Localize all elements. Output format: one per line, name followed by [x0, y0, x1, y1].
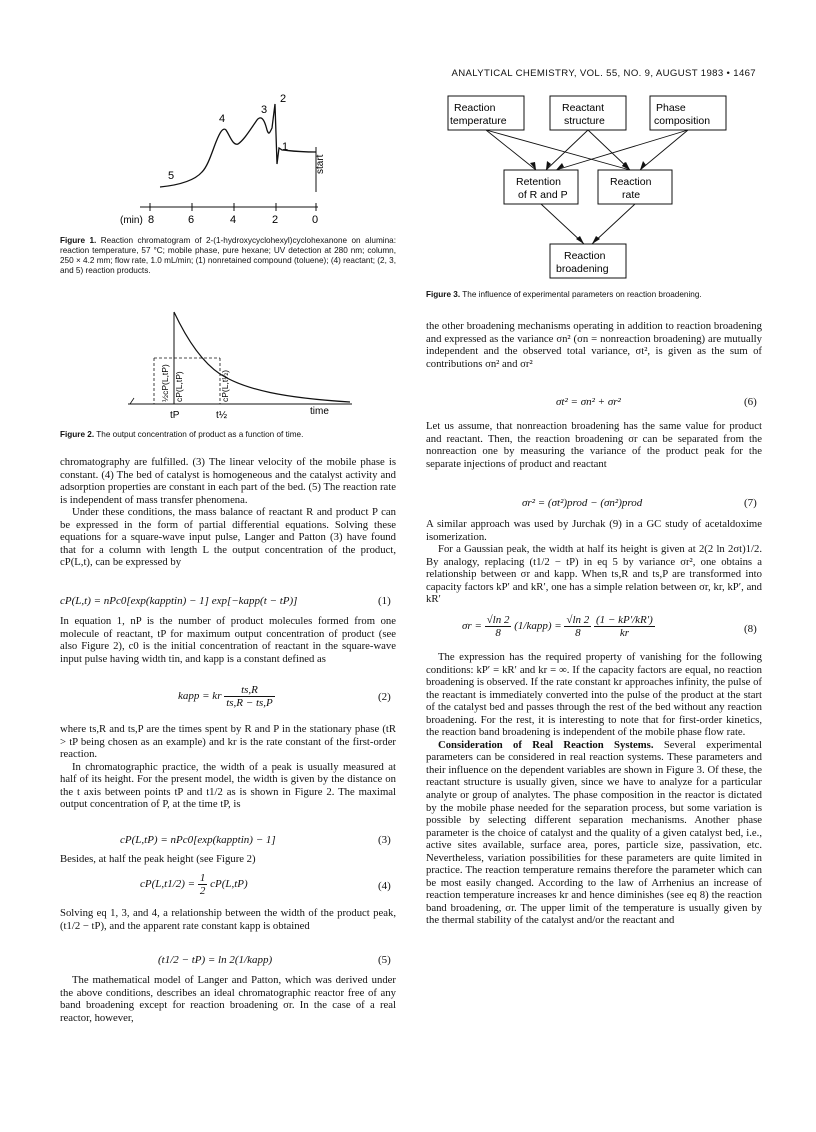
eq2-numerator: ts,R	[224, 684, 275, 697]
box3-line1: Phase	[656, 102, 686, 114]
right-paragraph-6-text: Several experimental parameters can be considered in real reaction systems. These parameters and their influence on the dependent variables are shown in Figure 3. Of these, the reactant structure is usually given, since we have to analyze for a particular analyte or group of analytes. The phase composition in the reactor is dictated by the mobile phase needed for the separation process, but some variation is possible by selecting different separation mechanisms. Another phase parameter is the choice of catalyst and the quality of a given catalyst bed, i.e., active sites available, surface area, pores, particle size, passivation, etc. Nevertheless, variation possibilities for these parameters are quite limited in practice. The reaction temperature remains therefore the parameter which can be most easily changed. According to the law of Arrhenius an increase of reaction temperature increases kr and hence diminishes (see eq 8) the reaction band broadening, σr. The upper limit of the temperature is usually given by the thermal stability of the catalyst and/or the reactant and	[426, 738, 762, 927]
peak-label-4: 4	[219, 113, 226, 125]
right-paragraph-1: the other broadening mechanisms operating in addition to reaction broadening and expressed as the variance σn² (σn = nonreaction broadening) are mutually independent and the observed total variance, σt², is given as the sum of contributions σn² and σr²	[426, 320, 762, 370]
equation-4	[140, 872, 248, 897]
equation-1-number: (1)	[378, 595, 391, 607]
eq8-mid: (1/kapp) =	[514, 620, 562, 633]
eq4-numerator: 1	[199, 872, 206, 884]
eq8-fraction-1	[485, 614, 512, 639]
figure-1-caption-text: Reaction chromatogram of 2-(1-hydroxycyclohexyl)cyclohexanone on alumina: reaction temperature, 57 °C; mobile phase, pure hexane; UV detection at 280 nm; column, 250 × 4.2 mm; flow rate, 1.0 mL/min; (1) nonretained compound (toluene); (4) reactant; (2, 3, and 5) reaction products.	[60, 236, 396, 275]
box4-line2: of R and P	[518, 189, 568, 201]
left-paragraph-3: In equation 1, nP is the number of product molecules formed from one molecule of reactant, tP for maximum output concentration of product (see also Figure 2), c0 is the initial concentration of reactant in the square-wave input pulse having width tin, and kapp is a constant defined as	[60, 615, 396, 665]
equation-4-number: (4)	[378, 880, 391, 892]
right-column-block-4	[426, 651, 762, 927]
left-column-block-5	[60, 907, 396, 932]
equation-5: (t1/2 − tP) = ln 2(1/kapp)	[158, 954, 273, 966]
eq2-denominator: ts,R − ts,P	[226, 697, 273, 709]
peak-label-1: 1	[282, 141, 289, 153]
eq4-rhs: cP(L,tP)	[210, 878, 248, 891]
equation-1: cP(L,t) = nPc0[exp(kapptin) − 1] exp[−kapp(t − tP)]	[60, 595, 298, 607]
box3-line2: composition	[654, 115, 711, 127]
axis-unit: (min)	[120, 215, 143, 226]
equation-8-number: (8)	[744, 623, 757, 635]
fig2-ylabel-half: ½cP(L,tP)	[160, 364, 170, 402]
eq4-denominator: 2	[199, 885, 206, 897]
left-paragraph-6: Besides, at half the peak height (see Figure 2)	[60, 853, 256, 865]
left-column-block-6	[60, 974, 396, 1024]
equation-6: σt² = σn² + σr²	[556, 396, 621, 408]
running-header: ANALYTICAL CHEMISTRY, VOL. 55, NO. 9, AUGUST 1983 • 1467	[451, 68, 756, 79]
figure-3-caption	[426, 290, 762, 300]
figure-3-caption-text: The influence of experimental parameters on reaction broadening.	[462, 290, 702, 299]
figure-2-label: Figure 2.	[60, 430, 95, 439]
eq8-fraction-2	[564, 614, 591, 639]
figure-2	[120, 306, 360, 424]
parameter-flow-diagram	[444, 92, 754, 288]
eq8-f2-num: √ln 2	[566, 614, 590, 626]
right-paragraph-3: A similar approach was used by Jurchak (9) in a GC study of acetaldoxime isomerization.	[426, 518, 762, 543]
fig2-xlabel: time	[310, 406, 329, 417]
equation-3-number: (3)	[378, 834, 391, 846]
equation-3: cP(L,tP) = nPc0[exp(kapptin) − 1]	[120, 834, 276, 846]
eq4-fraction	[198, 872, 208, 897]
peak-label-3: 3	[261, 104, 268, 116]
fig2-tick-thalf: t½	[216, 410, 228, 421]
equation-6-number: (6)	[744, 396, 757, 408]
figure-1-caption	[60, 236, 396, 276]
axis-tick-6: 6	[188, 214, 195, 226]
left-paragraph-8: The mathematical model of Langer and Patton, which was derived under the above conditions, describes an ideal chromatographic reactor free of any band broadening except for reaction broadening σr. In the case of a real reactor, however,	[60, 974, 396, 1024]
box1-line2: temperature	[450, 115, 507, 127]
eq8-f1-den: 8	[495, 627, 501, 639]
equation-2	[178, 684, 275, 709]
fig2-ylabel-max: cP(L,tP)	[174, 371, 184, 402]
equation-7: σr² = (σt²)prod − (σn²)prod	[522, 497, 643, 509]
right-column-block-2	[426, 420, 762, 470]
box6-line2: broadening	[556, 263, 609, 275]
peak-label-5: 5	[168, 170, 175, 182]
chromatogram-plot	[120, 92, 340, 230]
equation-7-number: (7)	[744, 497, 757, 509]
equation-5-number: (5)	[378, 954, 391, 966]
right-column-block-1	[426, 320, 762, 370]
eq2-fraction	[224, 684, 275, 709]
right-paragraph-5: The expression has the required property of vanishing for the following conditions: kP′ = kR′ and kr = ∞. If the capacity factors are equal, no reaction broadening is observed. If the rate constant kr approaches infinity, the pulse of the reactant is immediately converted into the pulse of the product at the start of the catalyst bed and passes through the rest of the bed without any reaction broadening. For the rest, it is interesting to note that for first-order kinetics, the reaction band broadening is independent of the mobile phase flow rate.	[426, 651, 762, 739]
equation-8	[462, 614, 655, 639]
eq8-fraction-3	[594, 614, 655, 639]
box1-line1: Reaction	[454, 102, 496, 114]
left-column-block-2	[60, 615, 396, 665]
equation-2-number: (2)	[378, 691, 391, 703]
box4-line1: Retention	[516, 176, 561, 188]
start-label: start	[315, 154, 326, 174]
box2-line1: Reactant	[562, 102, 605, 114]
left-column-block-3	[60, 723, 396, 811]
left-paragraph-2: Under these conditions, the mass balance of reactant R and product P can be expressed in the form of partial differential equations. Solving these equations for a square-wave input pulse, Langer and Patton (3) have found that for a column with length L the output concentration of the product, cP(L,t), can be expressed by	[60, 506, 396, 569]
figure-2-caption-text: The output concentration of product as a function of time.	[96, 430, 304, 439]
box2-line2: structure	[564, 115, 605, 127]
eq8-f3-num: (1 − kP′/kR′)	[596, 614, 653, 626]
right-paragraph-4: For a Gaussian peak, the width at half its height is given at 2(2 ln 2σt)1/2. By analogy, replacing (t1/2 − tP) in eq 5 by variance σr², one obtains a relationship between σr and kapp. When ts,R and ts,P are transformed into capacity factors kP′ and kR′, one has a simple relation between σr, kr, kP′, and kR′	[426, 543, 762, 606]
axis-tick-0: 0	[312, 214, 319, 226]
eq8-f2-den: 8	[575, 627, 581, 639]
left-paragraph-5: In chromatographic practice, the width of a peak is usually measured at half of its height. For the present model, the width is given by the distance on the t axis between points tP and t1/2 as is shown in Figure 2. The maximal output concentration of P, at the time tP, is	[60, 760, 396, 811]
eq8-f3-den: kr	[619, 627, 630, 639]
figure-1-label: Figure 1.	[60, 236, 97, 245]
figure-2-caption	[60, 430, 396, 440]
box6-line1: Reaction	[564, 250, 606, 262]
left-paragraph-4: where ts,R and ts,P are the times spent by R and P in the stationary phase (tR > tP being chosen as an example) and kr is the rate constant of the first-order reaction.	[60, 723, 396, 761]
peak-label-2: 2	[280, 93, 287, 105]
axis-tick-2: 2	[272, 214, 279, 226]
section-heading-real-systems: Consideration of Real Reaction Systems.	[438, 738, 654, 751]
eq8-f1-num: √ln 2	[486, 614, 510, 626]
eq4-lhs: cP(L,t1/2) =	[140, 878, 196, 891]
box5-line1: Reaction	[610, 176, 652, 188]
fig2-ylabel-halftime: cP(L,t½)	[220, 369, 230, 402]
right-paragraph-6	[426, 739, 762, 927]
axis-tick-4: 4	[230, 214, 237, 226]
right-paragraph-2: Let us assume, that nonreaction broadening has the same value for product and reactant. Then, the reaction broadening σr can be separated from the nonreaction one by measuring the variance of the product peak for the separate injections of product and reactant	[426, 420, 762, 470]
left-paragraph-7: Solving eq 1, 3, and 4, a relationship between the width of the product peak, (t1/2 − tP), and the apparent rate constant kapp is obtained	[60, 907, 396, 932]
eq8-lhs: σr =	[462, 620, 482, 633]
axis-tick-8: 8	[148, 214, 155, 226]
left-column-block-1	[60, 456, 396, 569]
figure-3	[444, 92, 754, 288]
fig2-tick-tp: tP	[170, 410, 180, 421]
left-paragraph-1: chromatography are fulfilled. (3) The linear velocity of the mobile phase is constant. (4) The bed of catalyst is homogeneous and the catalyst activity and adsorption properties are constant in each part of the bed. (5) The reaction rate is independent of mass transfer phenomena.	[60, 456, 396, 506]
figure-1	[120, 92, 340, 230]
box5-line2: rate	[622, 189, 641, 201]
output-concentration-plot	[120, 306, 360, 424]
eq2-lhs: kapp = kr	[178, 690, 222, 703]
right-column-block-3	[426, 518, 762, 606]
figure-3-label: Figure 3.	[426, 290, 461, 299]
left-column-block-4	[60, 853, 396, 866]
